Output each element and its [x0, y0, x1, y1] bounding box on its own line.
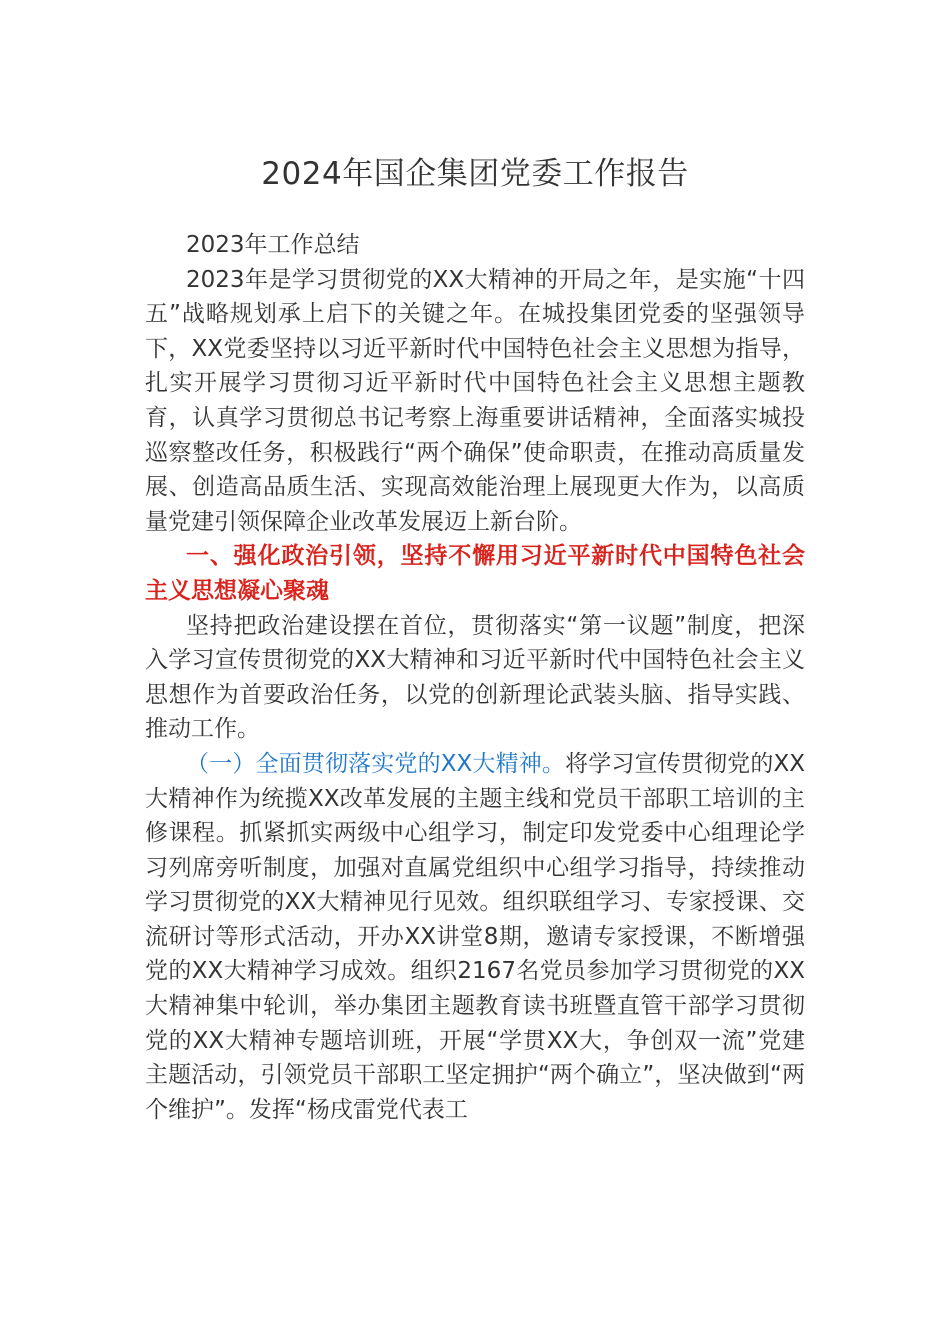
section-heading-1: 一、强化政治引领，坚持不懈用习近平新时代中国特色社会主义思想凝心聚魂 — [145, 543, 805, 604]
paragraph-1: 坚持把政治建设摆在首位，贯彻落实“第一议题”制度，把深入学习宣传贯彻党的XX大精神和习近平新时代中国特色社会主义思想作为首要政治任务，以党的创新理论武装头脑、指导实践、推动工作。 — [145, 612, 805, 743]
subheading-1: （一）全面贯彻落实党的XX大精神。 — [186, 750, 566, 777]
section-label: 2023年工作总结 — [186, 232, 360, 258]
document-page — [145, 150, 805, 1127]
intro-paragraph: 2023年是学习贯彻党的XX大精神的开局之年，是实施“十四五”战略规划承上启下的关键之年。在城投集团党委的坚强领导下，XX党委坚持以习近平新时代中国特色社会主义思想为指导，扎实开展学习贯彻习近平新时代中国特色社会主义思想主题教育，认真学习贯彻总书记考察上海重要讲话精神，全面落实城投巡察整改任务，积极践行“两个确保”使命职责，在推动高质量发展、创造高品质生活、实现高效能治理上展现更大作为，以高质量党建引领保障企业改革发展迈上新台阶。 — [145, 266, 805, 535]
document-title: 2024年国企集团党委工作报告 — [261, 156, 689, 192]
paragraph-2 — [145, 747, 805, 1128]
paragraph-2-text: 将学习宣传贯彻党的XX大精神作为统揽XX改革发展的主题主线和党员干部职工培训的主修课程。抓紧抓实两级中心组学习，制定印发党委中心组理论学习列席旁听制度，加强对直属党组织中心组学习指导，持续推动学习贯彻党的XX大精神见行见效。组织联组学习、专家授课、交流研讨等形式活动，开办XX讲堂8期，邀请专家授课，不断增强党的XX大精神学习成效。组织2167名党员参加学习贯彻党的XX大精神集中轮训，举办集团主题教育读书班暨直管干部学习贯彻党的XX大精神专题培训班，开展“学贯XX大，争创双一流”党建主题活动，引领党员干部职工坚定拥护“两个确立”，坚决做到“两个维护”。发挥“杨戌雷党代表工 — [145, 750, 806, 1123]
